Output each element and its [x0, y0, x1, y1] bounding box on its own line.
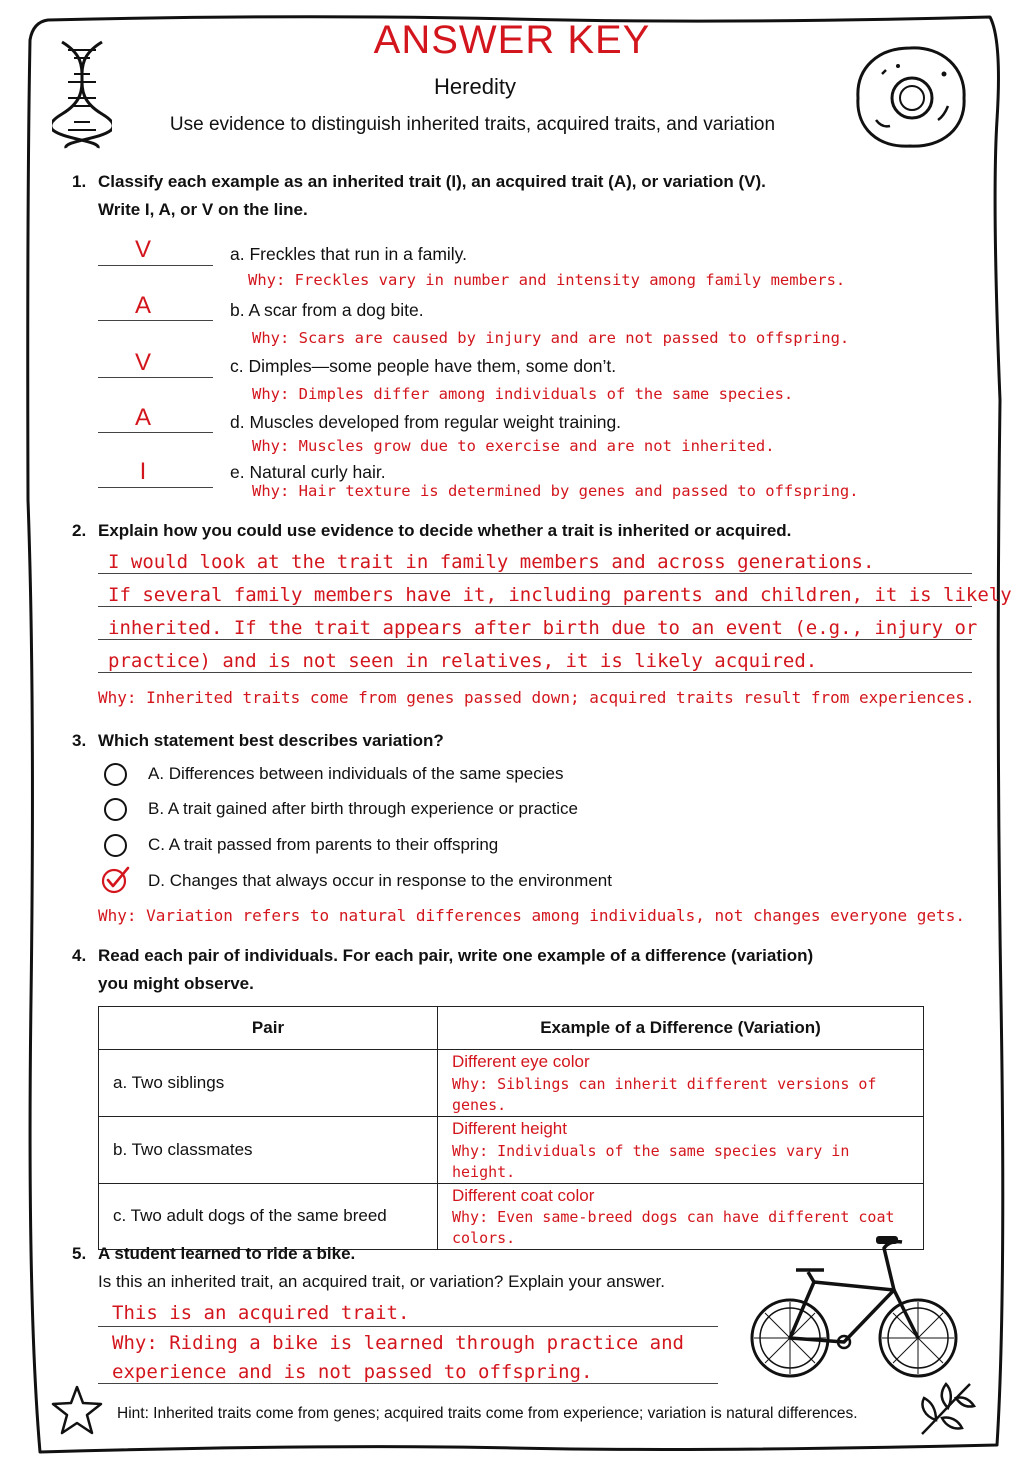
- option-d-label: D. Changes that always occur in response to the environment: [148, 871, 612, 890]
- q5-prompt-line2: Is this an inherited trait, an acquired trait, or variation? Explain your answer.: [98, 1272, 665, 1291]
- option-b-label: B. A trait gained after birth through experience or practice: [148, 799, 578, 818]
- q4-number: 4.: [72, 946, 87, 965]
- bicycle-icon: [744, 1232, 964, 1382]
- answer-line: [98, 432, 213, 433]
- q2-number: 2.: [72, 521, 87, 540]
- q1-why-e: Why: Hair texture is determined by genes and passed to offspring.: [252, 482, 859, 500]
- example-cell: [438, 1116, 924, 1183]
- table-row: [99, 1050, 924, 1117]
- example-answer: Different height: [452, 1118, 567, 1138]
- option-a-radio[interactable]: [104, 763, 127, 786]
- answer-line: [98, 377, 213, 378]
- q5-answer-line-3: experience and is not passed to offspring.: [112, 1361, 593, 1383]
- q5-answer-line-2: Why: Riding a bike is learned through practice and: [112, 1332, 684, 1354]
- answer-line: [98, 1326, 718, 1327]
- q5-number: 5.: [72, 1244, 87, 1263]
- page-subtitle: Heredity: [434, 74, 516, 99]
- leaf-sprig-icon: [914, 1376, 978, 1440]
- column-header-pair: Pair: [99, 1007, 438, 1050]
- column-header-example: Example of a Difference (Variation): [438, 1007, 924, 1050]
- table-row: [99, 1116, 924, 1183]
- answer-line: [98, 265, 213, 266]
- q1-why-c: Why: Dimples differ among individuals of the same species.: [252, 385, 794, 403]
- q1-answer-b: A: [134, 292, 151, 319]
- answer-line: [98, 320, 213, 321]
- q1-prompt-line2: Write I, A, or V on the line.: [98, 200, 308, 219]
- answer-line: [98, 487, 213, 488]
- q1-answer-e: I: [139, 458, 147, 485]
- instructions: Use evidence to distinguish inherited traits, acquired traits, and variation: [169, 114, 776, 135]
- q1-answer-d: A: [134, 404, 151, 431]
- q1-why-a: Why: Freckles vary in number and intensity among family members.: [248, 271, 846, 289]
- q1-number: 1.: [72, 172, 87, 191]
- q1-item-a: a. Freckles that run in a family.: [230, 244, 467, 264]
- q4-prompt: Read each pair of individuals. For each pair, write one example of a difference (variation): [98, 946, 814, 965]
- example-answer: Different eye color: [452, 1052, 590, 1071]
- q2-answer-line-2: If several family members have it, including parents and children, it is likely: [108, 584, 1012, 606]
- q1-item-e: e. Natural curly hair.: [230, 462, 386, 482]
- q2-answer-line-4: practice) and is not seen in relatives, it is likely acquired.: [108, 650, 818, 672]
- example-why: Why: Siblings can inherit different versions of genes.: [452, 1074, 877, 1114]
- q3-prompt: Which statement best describes variation?: [98, 731, 444, 750]
- option-b-radio[interactable]: [104, 798, 127, 821]
- pair-cell: b. Two classmates: [99, 1116, 438, 1183]
- example-why: Why: Individuals of the same species vary in height.: [452, 1141, 850, 1181]
- q3-number: 3.: [72, 731, 87, 750]
- q1-why-b: Why: Scars are caused by injury and are not passed to offspring.: [252, 329, 850, 347]
- q3-why: Why: Variation refers to natural differences among individuals, not changes everyone gets.: [98, 906, 965, 925]
- answer-line: [98, 639, 972, 640]
- q1-item-c: c. Dimples—some people have them, some don’t.: [230, 356, 617, 376]
- q2-prompt: Explain how you could use evidence to decide whether a trait is inherited or acquired.: [98, 521, 792, 540]
- hint-text: Hint: Inherited traits come from genes; acquired traits come from experience; variation is natural differences.: [117, 1405, 858, 1422]
- table-header-row: [99, 1007, 924, 1050]
- answer-line: [98, 1383, 718, 1384]
- answer-line: [98, 606, 972, 607]
- option-c-label: C. A trait passed from parents to their offspring: [148, 835, 499, 854]
- example-cell: [438, 1050, 924, 1117]
- q2-answer-line-1: I would look at the trait in family members and across generations.: [108, 551, 875, 573]
- q2-answer-line-3: inherited. If the trait appears after birth due to an event (e.g., injury or: [108, 617, 978, 639]
- q5-prompt: A student learned to ride a bike.: [98, 1244, 356, 1263]
- example-answer: Different coat color: [452, 1185, 595, 1205]
- example-why: Why: Even same-breed dogs can have different coat colors.: [452, 1208, 895, 1248]
- q1-why-d: Why: Muscles grow due to exercise and are not inherited.: [252, 437, 775, 455]
- q1-item-b: b. A scar from a dog bite.: [230, 300, 424, 320]
- option-a-label: A. Differences between individuals of the same species: [148, 764, 564, 783]
- pair-cell: a. Two siblings: [99, 1050, 438, 1117]
- pair-cell: c. Two adult dogs of the same breed: [99, 1183, 438, 1250]
- q5-answer-line-1: This is an acquired trait.: [112, 1302, 410, 1324]
- answer-line: [98, 573, 972, 574]
- q1-item-d: d. Muscles developed from regular weight training.: [230, 412, 622, 432]
- q2-why: Why: Inherited traits come from genes passed down; acquired traits result from experiences.: [98, 688, 975, 707]
- q1-prompt: Classify each example as an inherited trait (I), an acquired trait (A), or variation (V).: [98, 172, 766, 191]
- q1-answer-c: V: [134, 349, 151, 376]
- option-c-radio[interactable]: [104, 834, 127, 857]
- variation-table: [98, 1006, 924, 1250]
- star-icon: [50, 1384, 104, 1436]
- q4-prompt-line2: you might observe.: [98, 974, 254, 993]
- answer-line: [98, 672, 972, 673]
- option-d-checked-radio[interactable]: [101, 865, 133, 895]
- page-title: ANSWER KEY: [373, 18, 651, 62]
- q1-answer-a: V: [134, 236, 151, 263]
